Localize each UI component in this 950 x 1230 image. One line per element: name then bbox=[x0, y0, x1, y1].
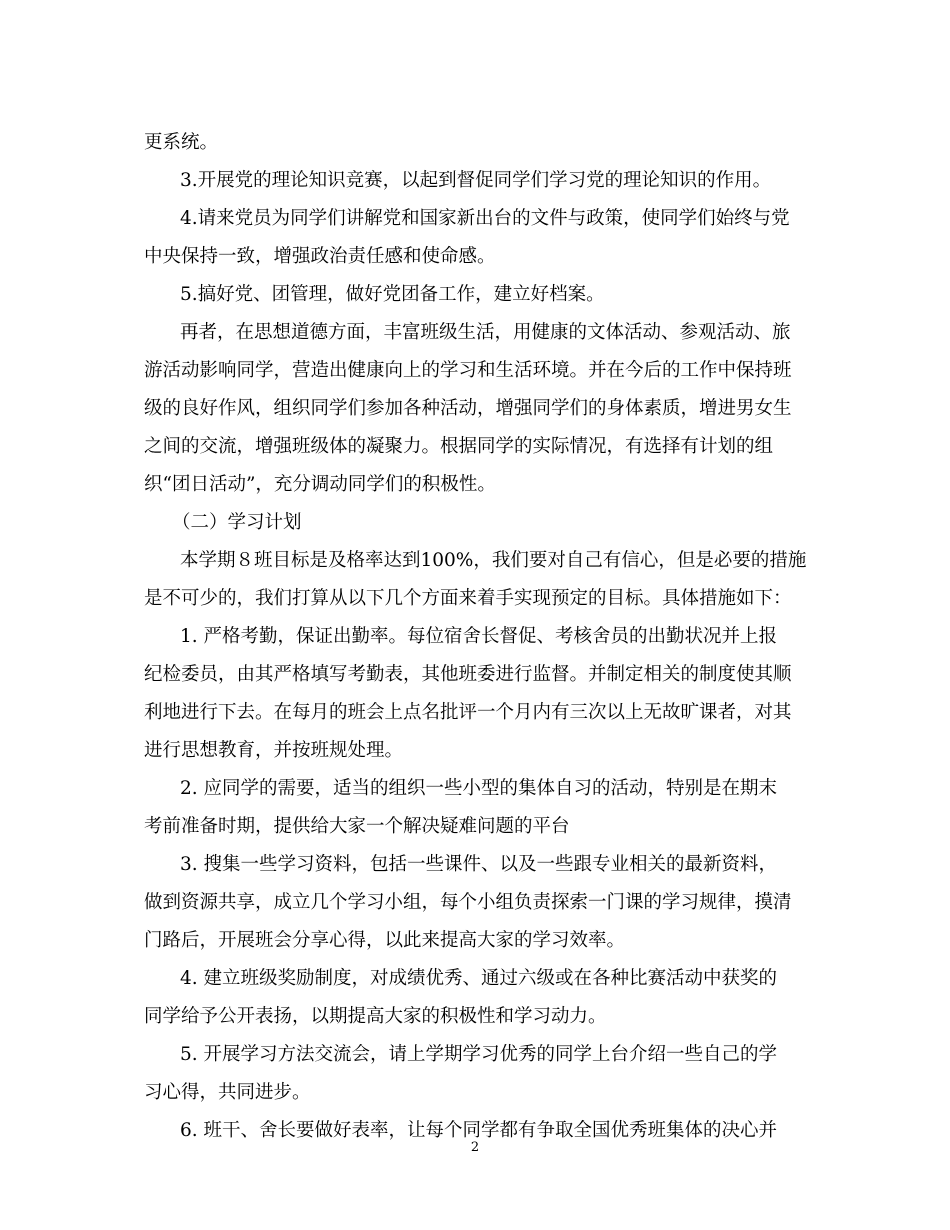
text-line: 更系统。 bbox=[144, 132, 219, 153]
page-number: 2 bbox=[470, 1140, 480, 1155]
text-line: 本学期８班目标是及格率达到100%，我们要对自己有信心，但是必要的措施 bbox=[180, 550, 807, 571]
text-line: 织“团日活动”，充分调动同学们的积极性。 bbox=[144, 474, 496, 495]
text-line: 5.搞好党、团管理，做好党团备工作，建立好档案。 bbox=[180, 284, 605, 305]
text-line: 是不可少的，我们打算从以下几个方面来着手实现预定的目标。具体措施如下： bbox=[144, 588, 792, 609]
text-line: 做到资源共享，成立几个学习小组，每个小组负责探索一门课的学习规律，摸清 bbox=[144, 892, 792, 913]
text-line: 3.开展党的理论知识竞赛，以起到督促同学们学习党的理论知识的作用。 bbox=[180, 170, 772, 191]
list-item: 2. 应同学的需要，适当的组织一些小型的集体自习的活动，特别是在期末 bbox=[180, 778, 778, 799]
text-line: 4.请来党员为同学们讲解党和国家新出台的文件与政策，使同学们始终与党 bbox=[180, 208, 790, 229]
list-item: 5. 开展学习方法交流会，请上学期学习优秀的同学上台介绍一些自己的学 bbox=[180, 1044, 778, 1065]
text-line: 纪检委员，由其严格填写考勤表，其他班委进行监督。并制定相关的制度使其顺 bbox=[144, 664, 792, 685]
list-item: 1. 严格考勤，保证出勤率。每位宿舍长督促、考核舍员的出勤状况并上报 bbox=[180, 626, 778, 647]
text-line: 门路后，开展班会分享心得，以此来提高大家的学习效率。 bbox=[144, 930, 626, 951]
section-heading: （二）学习计划 bbox=[172, 512, 302, 533]
text-line: 同学给予公开表扬，以期提高大家的积极性和学习动力。 bbox=[144, 1006, 607, 1027]
text-line: 习心得，共同进步。 bbox=[144, 1082, 311, 1103]
text-line: 中央保持一致，增强政治责任感和使命感。 bbox=[144, 246, 496, 267]
text-line: 考前准备时期，提供给大家一个解决疑难问题的平台 bbox=[144, 816, 570, 837]
list-item: 4. 建立班级奖励制度，对成绩优秀、通过六级或在各种比赛活动中获奖的 bbox=[180, 968, 778, 989]
text-line: 进行思想教育，并按班规处理。 bbox=[144, 740, 404, 761]
list-item: 6. 班干、舍长要做好表率，让每个同学都有争取全国优秀班集体的决心并 bbox=[180, 1120, 778, 1141]
text-line: 利地进行下去。在每月的班会上点名批评一个月内有三次以上无故旷课者，对其 bbox=[144, 702, 792, 723]
text-line: 再者，在思想道德方面，丰富班级生活，用健康的文体活动、参观活动、旅 bbox=[180, 322, 791, 343]
text-line: 级的良好作风，组织同学们参加各种活动，增强同学们的身体素质，增进男女生 bbox=[144, 398, 792, 419]
list-item: 3. 搜集一些学习资料，包括一些课件、以及一些跟专业相关的最新资料， bbox=[180, 854, 778, 875]
text-line: 之间的交流，增强班级体的凝聚力。根据同学的实际情况，有选择有计划的组 bbox=[144, 436, 774, 457]
text-line: 游活动影响同学，营造出健康向上的学习和生活环境。并在今后的工作中保持班 bbox=[144, 360, 792, 381]
